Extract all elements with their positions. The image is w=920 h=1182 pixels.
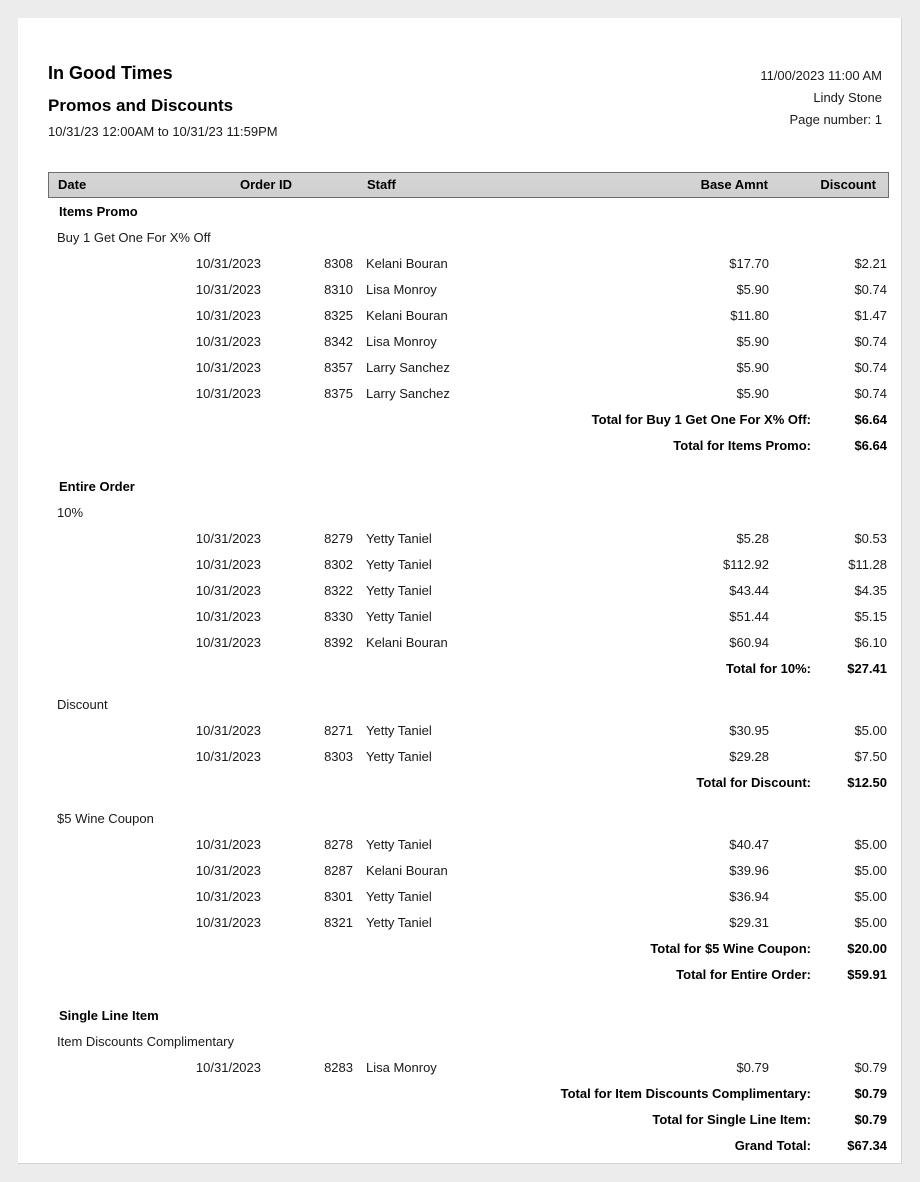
group-header-row (48, 475, 889, 500)
cell-staff: Kelani Bouran (366, 308, 448, 323)
report-user: Lindy Stone (813, 90, 882, 105)
cell-discount: $0.79 (854, 1060, 887, 1075)
subgroup-total-row (48, 407, 889, 433)
cell-base-amount: $29.31 (729, 915, 769, 930)
column-header-date: Date (58, 177, 87, 192)
promos-discounts-table (48, 172, 889, 1159)
cell-staff: Lisa Monroy (366, 1060, 437, 1075)
cell-staff: Yetty Taniel (366, 915, 432, 930)
cell-order-id: 8301 (324, 889, 353, 904)
column-header-staff: Staff (367, 177, 396, 192)
group-total-row (48, 1107, 889, 1133)
cell-date: 10/31/2023 (195, 635, 261, 650)
table-header-row (48, 172, 889, 198)
table-row[interactable] (48, 910, 889, 936)
cell-staff: Larry Sanchez (366, 386, 450, 401)
column-header-discount: Discount (820, 177, 876, 192)
cell-date: 10/31/2023 (195, 723, 261, 738)
subgroup-total-amount: $27.41 (847, 661, 887, 676)
cell-base-amount: $39.96 (729, 863, 769, 878)
row-spacer (48, 988, 889, 1004)
cell-order-id: 8342 (324, 334, 353, 349)
group-total-row (48, 962, 889, 988)
subgroup-total-label: Total for $5 Wine Coupon: (650, 941, 811, 956)
table-row[interactable] (48, 744, 889, 770)
cell-discount: $5.00 (854, 889, 887, 904)
subgroup-name: Discount (57, 697, 108, 712)
cell-discount: $0.74 (854, 360, 887, 375)
cell-base-amount: $112.92 (722, 557, 769, 572)
cell-staff: Kelani Bouran (366, 635, 448, 650)
subgroup-total-amount: $6.64 (854, 412, 887, 427)
cell-date: 10/31/2023 (195, 889, 261, 904)
cell-base-amount: $5.90 (736, 360, 769, 375)
cell-discount: $11.28 (848, 557, 887, 572)
cell-date: 10/31/2023 (195, 863, 261, 878)
cell-discount: $5.15 (854, 609, 887, 624)
cell-staff: Yetty Taniel (366, 583, 432, 598)
subgroup-total-label: Total for 10%: (726, 661, 811, 676)
cell-base-amount: $0.79 (736, 1060, 769, 1075)
cell-discount: $5.00 (854, 837, 887, 852)
report-body (48, 62, 887, 1159)
cell-staff: Yetty Taniel (366, 557, 432, 572)
cell-order-id: 8310 (324, 282, 353, 297)
report-header-right (760, 65, 882, 131)
grand-total-row (48, 1133, 889, 1159)
table-body (48, 198, 889, 1159)
cell-order-id: 8283 (324, 1060, 353, 1075)
cell-order-id: 8287 (324, 863, 353, 878)
subgroup-total-amount: $20.00 (847, 941, 887, 956)
cell-base-amount: $60.94 (729, 635, 769, 650)
subgroup-total-amount: $0.79 (854, 1086, 887, 1101)
subgroup-total-row (48, 936, 889, 962)
table-row[interactable] (48, 381, 889, 407)
subgroup-total-label: Total for Discount: (696, 775, 811, 790)
cell-order-id: 8321 (324, 915, 353, 930)
cell-date: 10/31/2023 (195, 360, 261, 375)
cell-staff: Kelani Bouran (366, 863, 448, 878)
cell-order-id: 8271 (324, 723, 353, 738)
subgroup-total-row (48, 656, 889, 682)
column-header-order-id: Order ID (240, 177, 293, 192)
group-name: Entire Order (59, 479, 135, 494)
cell-base-amount: $40.47 (729, 837, 769, 852)
cell-base-amount: $5.90 (736, 334, 769, 349)
cell-discount: $0.74 (854, 386, 887, 401)
table-row[interactable] (48, 630, 889, 656)
subgroup-total-label: Total for Buy 1 Get One For X% Off: (591, 412, 811, 427)
row-spacer (48, 682, 889, 692)
cell-discount: $1.47 (854, 308, 887, 323)
page-title: Promos and Discounts (48, 96, 234, 115)
cell-order-id: 8357 (324, 360, 353, 375)
cell-staff: Yetty Taniel (366, 749, 432, 764)
group-total-label: Total for Items Promo: (673, 438, 811, 453)
cell-order-id: 8279 (324, 531, 353, 546)
cell-date: 10/31/2023 (195, 256, 261, 271)
subgroup-total-label: Total for Item Discounts Complimentary: (560, 1086, 811, 1101)
group-total-label: Total for Single Line Item: (652, 1112, 811, 1127)
group-total-label: Total for Entire Order: (676, 967, 811, 982)
table-row[interactable] (48, 578, 889, 604)
cell-staff: Kelani Bouran (366, 256, 448, 271)
cell-order-id: 8330 (324, 609, 353, 624)
cell-base-amount: $5.90 (736, 282, 769, 297)
subgroup-total-row (48, 770, 889, 796)
cell-staff: Lisa Monroy (366, 334, 437, 349)
table-row[interactable] (48, 526, 889, 552)
cell-order-id: 8375 (324, 386, 353, 401)
table-row[interactable] (48, 858, 889, 884)
cell-date: 10/31/2023 (195, 609, 261, 624)
cell-base-amount: $30.95 (729, 723, 769, 738)
cell-base-amount: $11.80 (730, 308, 769, 323)
subgroup-header-row (48, 806, 889, 832)
cell-date: 10/31/2023 (195, 557, 261, 572)
cell-staff: Lisa Monroy (366, 282, 437, 297)
report-date-range: 10/31/23 12:00AM to 10/31/23 11:59PM (48, 124, 278, 139)
cell-order-id: 8278 (324, 837, 353, 852)
grand-total-amount: $67.34 (847, 1138, 887, 1153)
subgroup-total-amount: $12.50 (847, 775, 887, 790)
cell-base-amount: $5.28 (736, 531, 769, 546)
cell-staff: Yetty Taniel (366, 889, 432, 904)
table-row[interactable] (48, 303, 889, 329)
cell-staff: Larry Sanchez (366, 360, 450, 375)
cell-staff: Yetty Taniel (366, 837, 432, 852)
cell-staff: Yetty Taniel (366, 531, 432, 546)
cell-discount: $5.00 (854, 863, 887, 878)
grand-total-label: Grand Total: (734, 1138, 811, 1153)
subgroup-name: $5 Wine Coupon (57, 811, 154, 826)
report-header (48, 62, 882, 166)
cell-base-amount: $36.94 (729, 889, 769, 904)
table-row[interactable] (48, 355, 889, 381)
cell-date: 10/31/2023 (195, 334, 261, 349)
cell-date: 10/31/2023 (195, 915, 261, 930)
subgroup-name: 10% (57, 505, 84, 520)
cell-date: 10/31/2023 (195, 282, 261, 297)
cell-base-amount: $51.44 (729, 609, 769, 624)
table-row[interactable] (48, 251, 889, 277)
group-total-row (48, 433, 889, 459)
cell-base-amount: $5.90 (736, 386, 769, 401)
cell-discount: $4.35 (854, 583, 887, 598)
report-header-left (48, 62, 278, 141)
cell-staff: Yetty Taniel (366, 609, 432, 624)
cell-date: 10/31/2023 (195, 386, 261, 401)
subgroup-name: Buy 1 Get One For X% Off (57, 230, 211, 245)
table-row[interactable] (48, 329, 889, 355)
row-spacer (48, 459, 889, 475)
table-row[interactable] (48, 277, 889, 303)
subgroup-name: Item Discounts Complimentary (57, 1034, 234, 1049)
cell-discount: $7.50 (854, 749, 887, 764)
organization-name: In Good Times (48, 63, 173, 83)
group-total-amount: $0.79 (854, 1112, 887, 1127)
subgroup-header-row (48, 692, 889, 718)
subgroup-total-row (48, 1081, 889, 1107)
cell-date: 10/31/2023 (195, 583, 261, 598)
group-header-row (48, 200, 889, 225)
cell-order-id: 8325 (324, 308, 353, 323)
group-total-amount: $59.91 (847, 967, 887, 982)
cell-discount: $2.21 (854, 256, 887, 271)
report-page (18, 18, 902, 1164)
cell-order-id: 8303 (324, 749, 353, 764)
cell-base-amount: $29.28 (729, 749, 769, 764)
row-spacer (48, 796, 889, 806)
group-name: Single Line Item (59, 1008, 159, 1023)
cell-discount: $5.00 (854, 723, 887, 738)
column-header-base-amount: Base Amnt (700, 177, 768, 192)
subgroup-header-row (48, 500, 889, 526)
cell-discount: $5.00 (854, 915, 887, 930)
subgroup-header-row (48, 225, 889, 251)
cell-date: 10/31/2023 (195, 1060, 261, 1075)
cell-discount: $0.74 (854, 334, 887, 349)
page-number: Page number: 1 (789, 112, 882, 127)
cell-base-amount: $17.70 (729, 256, 769, 271)
table-row[interactable] (48, 604, 889, 630)
cell-staff: Yetty Taniel (366, 723, 432, 738)
cell-order-id: 8392 (324, 635, 353, 650)
table-row[interactable] (48, 552, 889, 578)
cell-discount: $0.53 (854, 531, 887, 546)
cell-date: 10/31/2023 (195, 531, 261, 546)
cell-base-amount: $43.44 (729, 583, 769, 598)
cell-date: 10/31/2023 (195, 837, 261, 852)
cell-discount: $0.74 (854, 282, 887, 297)
group-header-row (48, 1004, 889, 1029)
table-row[interactable] (48, 832, 889, 858)
cell-order-id: 8322 (324, 583, 353, 598)
group-total-amount: $6.64 (854, 438, 887, 453)
cell-date: 10/31/2023 (195, 749, 261, 764)
cell-discount: $6.10 (854, 635, 887, 650)
table-row[interactable] (48, 884, 889, 910)
printed-timestamp: 11/00/2023 11:00 AM (760, 68, 882, 83)
cell-date: 10/31/2023 (195, 308, 261, 323)
cell-order-id: 8308 (324, 256, 353, 271)
cell-order-id: 8302 (324, 557, 353, 572)
table-row[interactable] (48, 718, 889, 744)
group-name: Items Promo (59, 204, 138, 219)
table-row[interactable] (48, 1055, 889, 1081)
subgroup-header-row (48, 1029, 889, 1055)
